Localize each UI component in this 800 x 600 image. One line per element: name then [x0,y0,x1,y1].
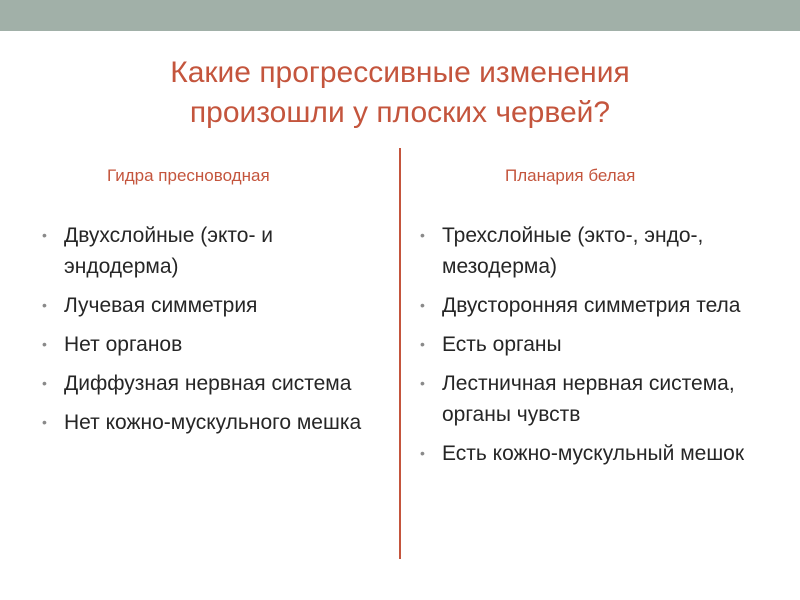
bullet-icon: • [42,336,47,352]
right-column-heading: Планария белая [505,166,636,185]
list-item [420,220,770,282]
bullet-icon: • [420,375,425,391]
list-item [42,368,377,399]
list-item-text: Двусторонняя симметрия тела [442,294,741,317]
left-column-heading: Гидра пресноводная [107,166,270,185]
bullet-icon: • [420,445,425,461]
bullet-icon: • [420,297,425,313]
slide-title [0,53,800,133]
list-item-text: Лучевая симметрия [64,294,258,317]
list-item [420,290,770,321]
list-item [420,329,770,360]
bullet-icon: • [42,297,47,313]
list-item-text: Диффузная нервная система [64,372,352,395]
title-line-1: Какие прогрессивные изменения [170,56,630,89]
left-bullet-list [42,220,377,446]
list-item-text: Двухслойные (экто- и эндодерма) [64,224,274,278]
column-divider [399,148,401,559]
list-item [420,368,770,430]
list-item-text: Есть кожно-мускульный мешок [442,442,745,465]
list-item-text: Есть органы [442,333,562,356]
bullet-icon: • [42,375,47,391]
list-item-text: Нет органов [64,333,183,356]
list-item-text: Трехслойные (экто-, эндо-, мезодерма) [442,224,704,278]
right-bullet-list [420,220,770,477]
bullet-icon: • [42,227,47,243]
bullet-icon: • [420,227,425,243]
list-item [42,220,377,282]
bullet-icon: • [42,414,47,430]
list-item-text: Нет кожно-мускульного мешка [64,411,362,434]
bullet-icon: • [420,336,425,352]
list-item-text: Лестничная нервная система, органы чувств [442,372,735,426]
list-item [420,438,770,469]
list-item [42,407,377,438]
list-item [42,329,377,360]
top-banner [0,0,800,31]
title-line-2: произошли у плоских червей? [189,96,611,129]
list-item [42,290,377,321]
